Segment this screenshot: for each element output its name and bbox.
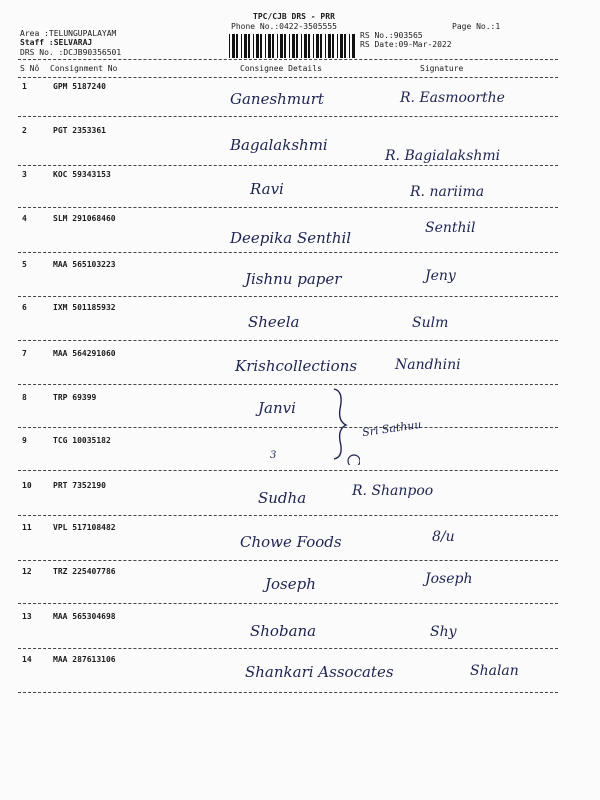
serial-number: 11: [22, 523, 32, 532]
consignee-details: Joseph: [265, 575, 316, 593]
consignee-details: Janvi: [258, 399, 296, 417]
consignment-number: MAA 564291060: [53, 349, 116, 358]
signature: R. nariima: [410, 184, 485, 200]
signature: R. Bagialakshmi: [385, 148, 501, 164]
divider: [18, 165, 558, 166]
divider: [18, 207, 558, 208]
divider: [18, 648, 558, 649]
divider: [18, 116, 558, 117]
consignment-number: TRP 69399: [53, 393, 97, 402]
barcode-image: [229, 34, 355, 58]
consignment-number: MAA 565304698: [53, 612, 116, 621]
divider: [18, 296, 558, 297]
divider: [18, 603, 558, 604]
table-row: [0, 82, 600, 126]
phone-number: Phone No.:0422-3505555: [231, 22, 337, 31]
consignment-number: MAA 565103223: [53, 260, 116, 269]
consignee-details: Ganeshmurt: [230, 90, 324, 108]
table-row: [0, 567, 600, 611]
consignee-details: Shankari Assocates: [245, 663, 394, 681]
consignment-number: TRZ 225407786: [53, 567, 116, 576]
consignment-number: MAA 287613106: [53, 655, 116, 664]
consignee-details: Chowe Foods: [240, 533, 342, 551]
serial-number: 13: [22, 612, 32, 621]
signature: Senthil: [425, 220, 476, 236]
consignment-number: GPM 5187240: [53, 82, 106, 91]
signature: Joseph: [425, 571, 473, 587]
serial-number: 14: [22, 655, 32, 664]
serial-number: 2: [22, 126, 27, 135]
divider: [18, 692, 558, 693]
serial-number: 6: [22, 303, 27, 312]
signature: Sulm: [412, 315, 449, 331]
divider: [18, 427, 558, 428]
signature: Shy: [430, 624, 457, 640]
serial-number: 3: [22, 170, 27, 179]
divider: [18, 252, 558, 253]
consignee-details: Deepika Senthil: [230, 229, 352, 247]
consignment-number: SLM 291068460: [53, 214, 116, 223]
signature: Shalan: [470, 663, 519, 679]
divider: [18, 470, 558, 471]
serial-number: 8: [22, 393, 27, 402]
consignee-details: 3: [270, 450, 277, 461]
signature: R. Easmoorthe: [400, 90, 505, 106]
page-number: Page No.:1: [452, 22, 501, 31]
serial-number: 1: [22, 82, 27, 91]
consignment-number: PGT 2353361: [53, 126, 106, 135]
divider: [18, 560, 558, 561]
signature: 8/u: [432, 529, 455, 545]
serial-number: 4: [22, 214, 27, 223]
consignment-number: PRT 7352190: [53, 481, 106, 490]
table-row: [0, 393, 600, 440]
consignee-details: Jishnu paper: [245, 270, 342, 288]
drs-number: DRS No. :DCJB90356501: [20, 48, 122, 57]
divider: [18, 384, 558, 385]
signature: Jeny: [425, 268, 456, 284]
column-header-consignment: Consignment No: [50, 64, 118, 73]
divider: [18, 77, 558, 78]
column-header-sno: S Nô: [20, 64, 40, 73]
consignee-details: Sudha: [258, 489, 307, 507]
consignee-details: Ravi: [250, 180, 284, 198]
consignee-details: Sheela: [248, 313, 300, 331]
consignment-number: KOC 59343153: [53, 170, 111, 179]
table-row: [0, 260, 600, 304]
consignee-details: Bagalakshmi: [230, 136, 328, 154]
consignment-number: TCG 10035182: [53, 436, 111, 445]
signature: Nandhini: [395, 357, 461, 373]
consignment-number: IXM 501185932: [53, 303, 116, 312]
column-header-consignee-details: Consignee Details: [240, 64, 322, 73]
consignee-details: Krishcollections: [235, 357, 358, 375]
serial-number: 5: [22, 260, 27, 269]
serial-number: 10: [22, 481, 32, 490]
column-header-signature: Signature: [420, 64, 464, 73]
serial-number: 7: [22, 349, 27, 358]
serial-number: 9: [22, 436, 27, 445]
rs-date: RS Date:09-Mar-2022: [360, 40, 452, 49]
area-label: Area :TELUNGUPALAYAM: [20, 29, 117, 38]
document-title: TPC/CJB DRS - PRR: [253, 12, 335, 21]
signature: R. Shanpoo: [352, 483, 434, 499]
brace-mark: [330, 385, 360, 465]
consignment-number: VPL 517108482: [53, 523, 116, 532]
serial-number: 12: [22, 567, 32, 576]
staff-label: Staff :SELVARAJ: [20, 38, 93, 47]
divider: [18, 340, 558, 341]
divider: [18, 59, 558, 60]
table-row: [0, 481, 600, 525]
table-row: [0, 417, 600, 480]
signature: Sri Sathuu: [361, 417, 423, 440]
table-row: [0, 612, 600, 656]
table-row: [0, 349, 600, 393]
rs-number: RS No.:903565: [360, 31, 423, 40]
consignee-details: Shobana: [250, 622, 317, 640]
table-row: [0, 126, 600, 170]
divider: [18, 515, 558, 516]
